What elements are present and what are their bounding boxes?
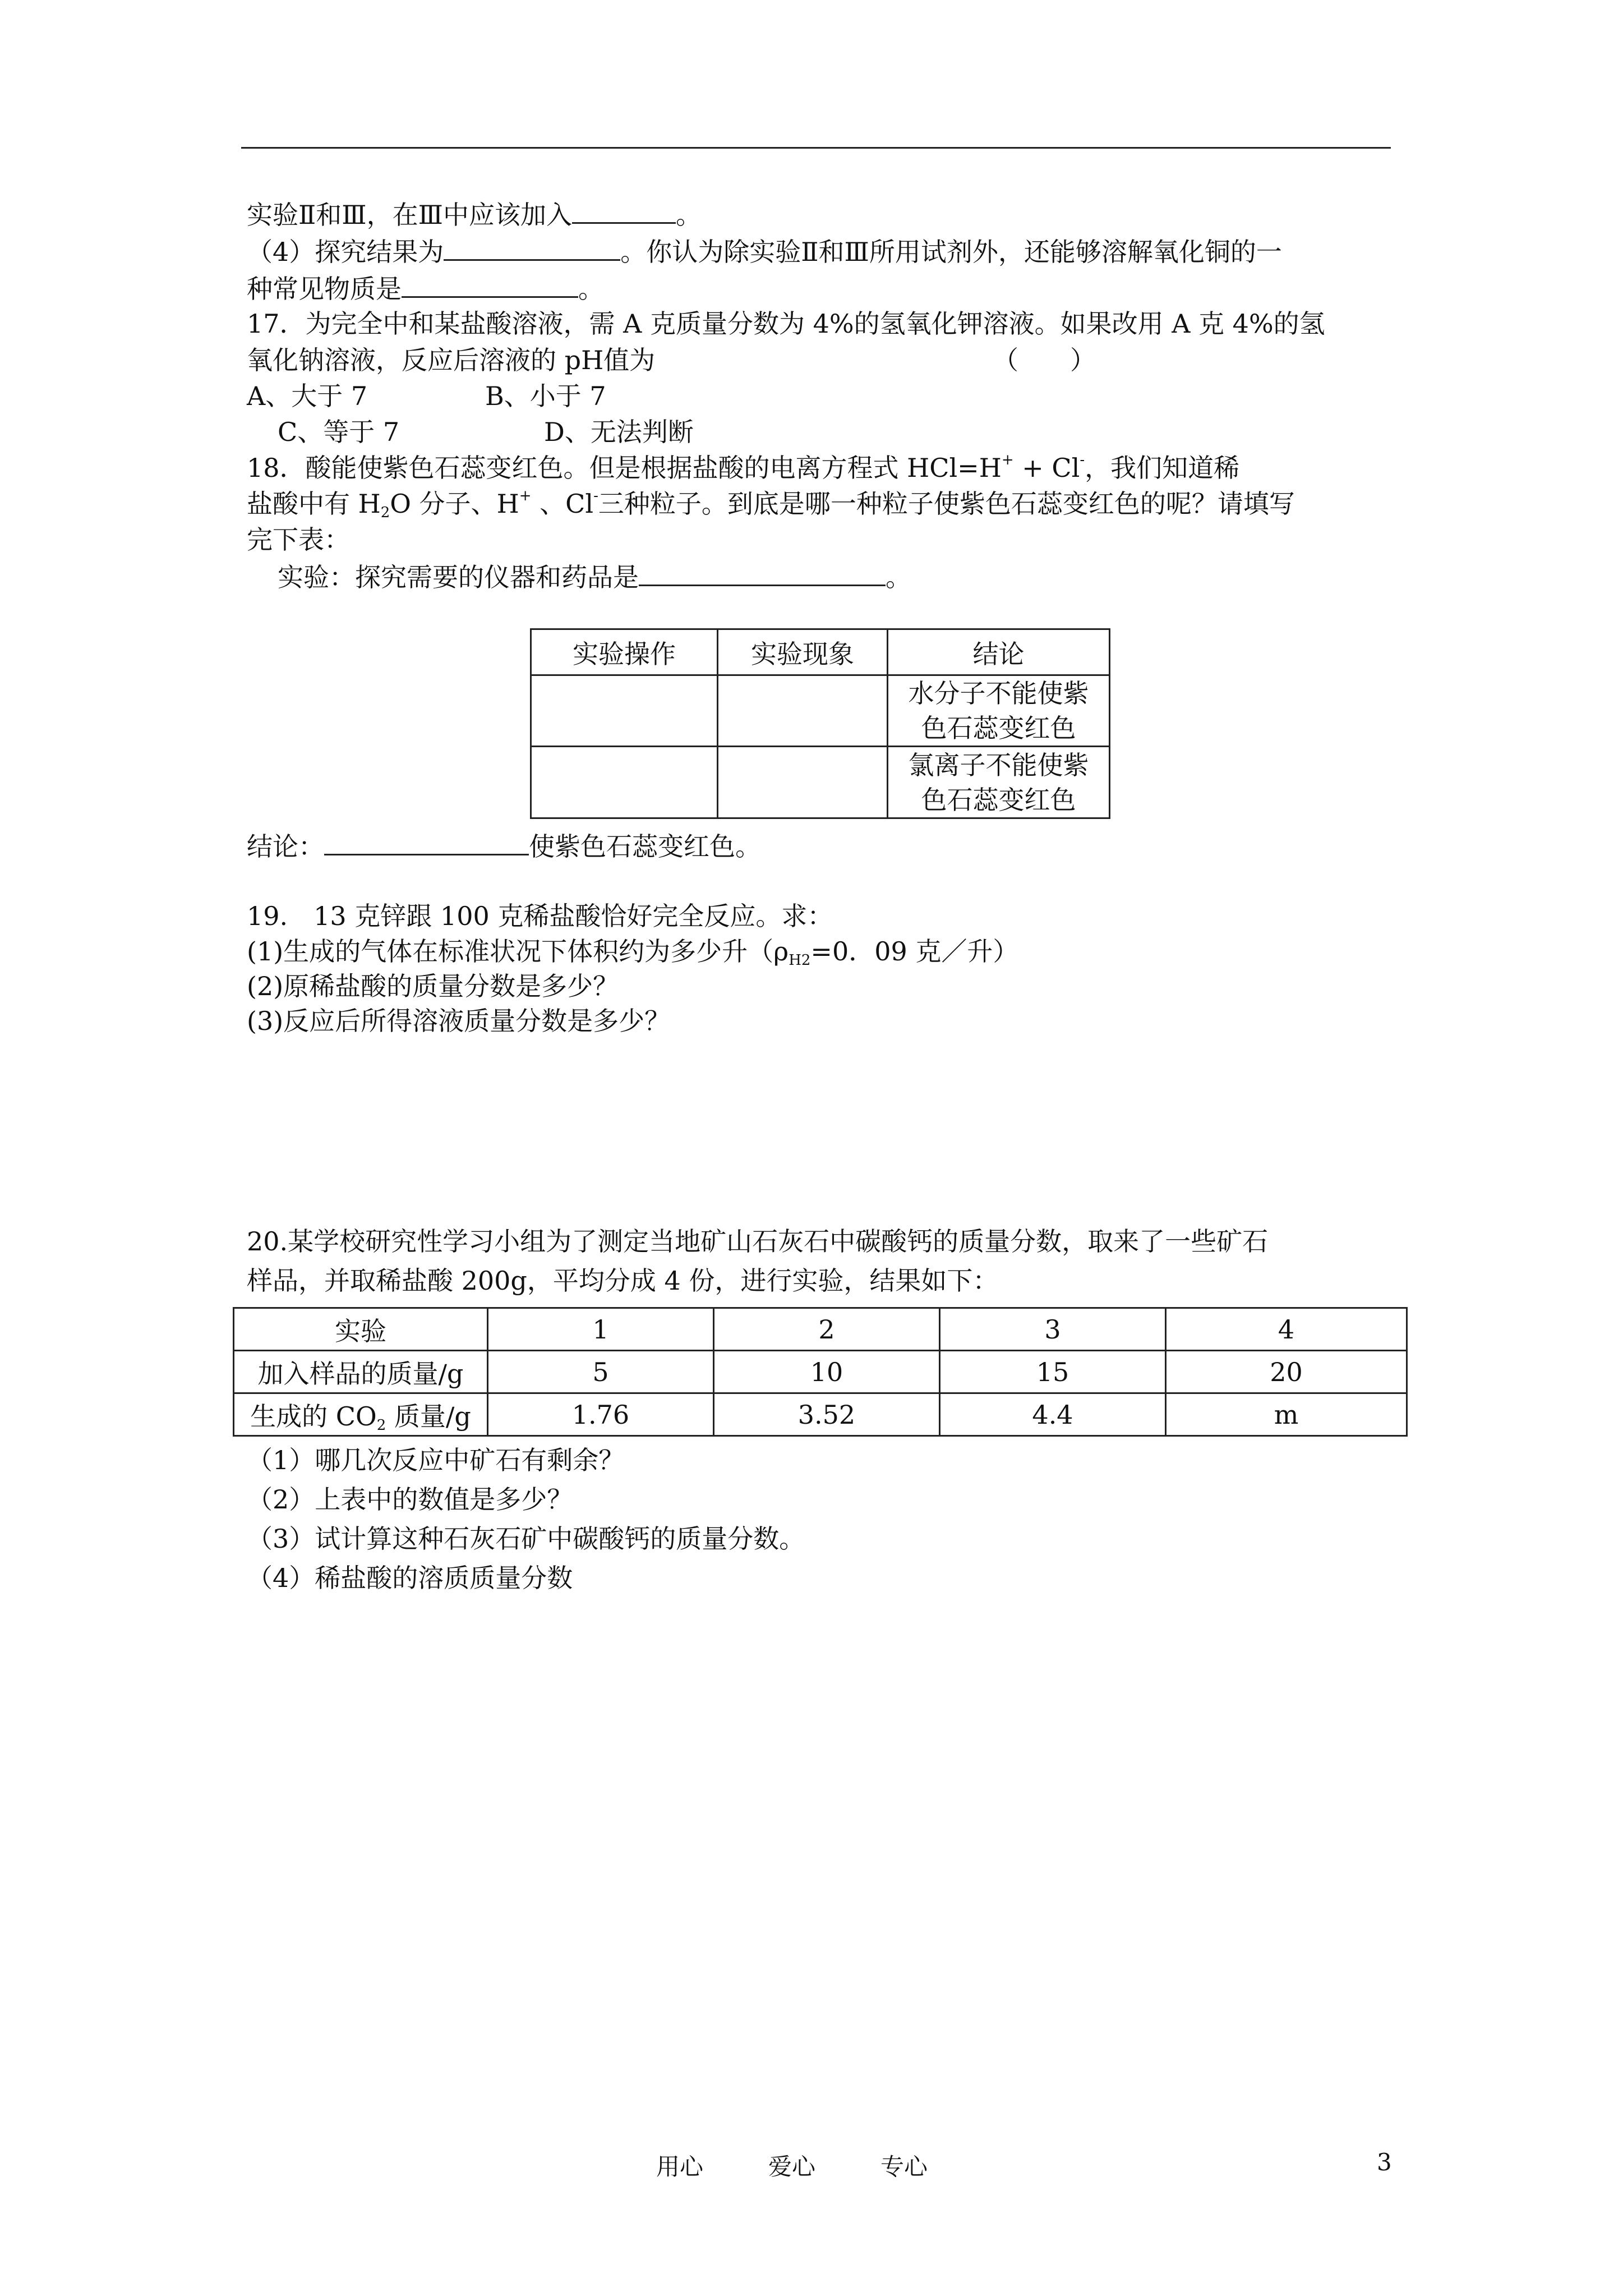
q17-stem-line-1: 17．为完全中和某盐酸溶液，需 A 克质量分数为 4%的氢氧化钾溶液。如果改用 A 克 4%的氢 (247, 309, 1325, 339)
q20-sub-3: （3）试计算这种石灰石矿中碳酸钙的质量分数。 (247, 1524, 805, 1554)
table-header: 4 (1166, 1308, 1407, 1351)
table-header: 结论 (888, 629, 1110, 675)
q18-conclusion-line: 结论： 使紫色石蕊变红色。 (247, 829, 761, 863)
q16-line-3: 种常见物质是 。 (247, 272, 604, 306)
table-cell-empty[interactable] (531, 747, 718, 818)
q20-sub-1: （1）哪几次反应中矿石有剩余？ (247, 1445, 625, 1475)
table-cell-conclusion: 氯离子不能使紫 色石蕊变红色 (888, 747, 1110, 818)
table-cell: m (1166, 1393, 1407, 1436)
answer-blank[interactable] (324, 829, 529, 855)
table-cell: 10 (714, 1351, 940, 1393)
table-header: 实验 (234, 1308, 488, 1351)
table-cell: 5 (488, 1351, 714, 1393)
table-cell: 1.76 (488, 1393, 714, 1436)
table-header: 1 (488, 1308, 714, 1351)
q20-results-table (233, 1307, 1408, 1437)
page-number: 3 (1377, 2148, 1392, 2176)
table-header: 实验操作 (531, 629, 718, 675)
q16-line-2: （4）探究结果为 。你认为除实验Ⅱ和Ⅲ所用试剂外，还能够溶解氧化铜的一 (247, 234, 1282, 269)
q18-experiment-line: 实验：探究需要的仪器和药品是 。 (278, 560, 911, 594)
q18-stem-line-1: 18．酸能使紫色石蕊变红色。但是根据盐酸的电离方程式 HCl=H+ + Cl-，我们知道稀 (247, 452, 1240, 483)
q17-option-b: B、小于 7 (485, 381, 606, 411)
table-cell: 3.52 (714, 1393, 940, 1436)
table-cell-empty[interactable] (531, 675, 718, 747)
q20-stem-line-2: 样品，并取稀盐酸 200g，平均分成 4 份，进行实验，结果如下： (247, 1266, 999, 1296)
table-cell: 15 (940, 1351, 1166, 1393)
table-cell-empty[interactable] (718, 675, 888, 747)
q20-stem-line-1: 20.某学校研究性学习小组为了测定当地矿山石灰石中碳酸钙的质量分数，取来了一些矿石 (247, 1226, 1269, 1257)
table-cell: 加入样品的质量/g (234, 1351, 488, 1393)
footer-motto-3: 专心 (880, 2153, 928, 2180)
footer-motto-2: 爱心 (768, 2153, 816, 2180)
table-header: 实验现象 (718, 629, 888, 675)
q18-experiment-table (530, 628, 1110, 819)
table-cell-conclusion: 水分子不能使紫 色石蕊变红色 (888, 675, 1110, 747)
table-cell: 20 (1166, 1351, 1407, 1393)
q19-sub-2: (2)原稀盐酸的质量分数是多少？ (247, 971, 619, 1001)
table-header: 3 (940, 1308, 1166, 1351)
table-header: 2 (714, 1308, 940, 1351)
q17-option-c: C、等于 7 (278, 417, 400, 447)
table-cell-empty[interactable] (718, 747, 888, 818)
q17-stem-line-2: 氧化钠溶液，反应后溶液的 pH值为 (247, 345, 656, 375)
q20-sub-4: （4）稀盐酸的溶质质量分数 (247, 1563, 573, 1593)
q19-stem: 19. 13 克锌跟 100 克稀盐酸恰好完全反应。求： (247, 901, 833, 931)
footer-motto-1: 用心 (656, 2153, 704, 2180)
answer-blank[interactable] (402, 272, 578, 298)
q20-sub-2: （2）上表中的数值是多少？ (247, 1484, 573, 1515)
answer-blank[interactable] (572, 197, 676, 224)
answer-blank[interactable] (639, 560, 886, 586)
q17-answer-paren: （ ） (993, 345, 1096, 375)
q17-option-a: A、大于 7 (247, 381, 368, 411)
q19-sub-3: (3)反应后所得溶液质量分数是多少？ (247, 1006, 671, 1036)
q17-option-d: D、无法判断 (544, 417, 694, 447)
table-cell: 生成的 $CO_2$ 质量/g (234, 1393, 488, 1436)
q18-stem-line-3: 完下表： (247, 524, 350, 555)
q19-sub-1: (1)生成的气体在标准状况下体积约为多少升（$\rho_{H2}=0$．09 克／升） (247, 936, 1019, 969)
header-rule (241, 147, 1391, 149)
answer-blank[interactable] (444, 234, 620, 261)
table-cell: 4.4 (940, 1393, 1166, 1436)
q18-stem-line-2: 盐酸中有 $H_2O$ 分子、H+ 、Cl-三种粒子。到底是哪一种粒子使紫色石蕊变红色的呢？请填写 (247, 487, 1295, 521)
q16-line-1: 实验Ⅱ和Ⅲ，在Ⅲ中应该加入 。 (247, 197, 702, 232)
